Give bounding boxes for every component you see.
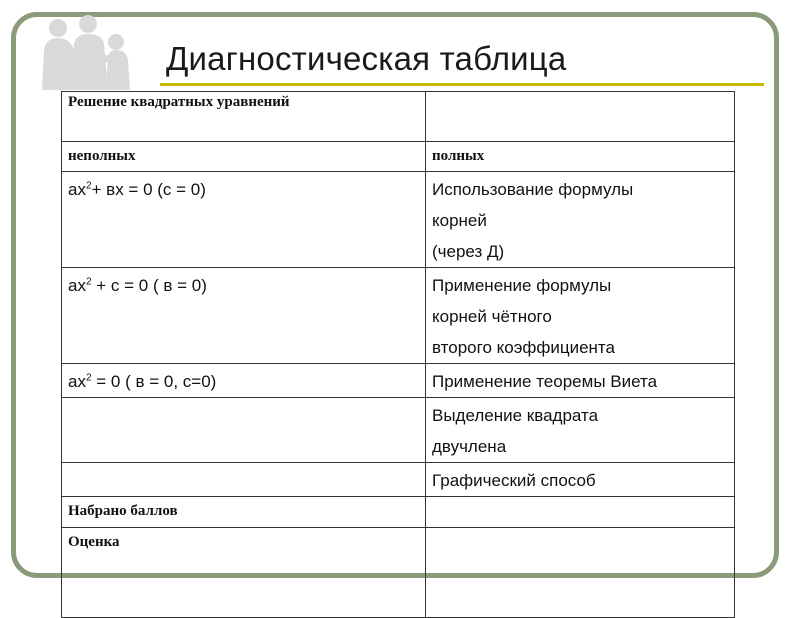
equation-cell-empty: [62, 463, 426, 497]
method-cell: Выделение квадрата двучлена: [426, 398, 735, 463]
title-underline: [160, 83, 764, 86]
table-row: [62, 172, 735, 268]
table-row: [62, 364, 735, 398]
table-header-row: [62, 92, 735, 142]
grade-label: Оценка: [62, 528, 426, 618]
business-people-icon: [28, 14, 132, 90]
column-header-complete: полных: [426, 142, 735, 172]
score-label: Набрано баллов: [62, 497, 426, 528]
method-cell: Графический способ: [426, 463, 735, 497]
table-row: [62, 398, 735, 463]
page-title: Диагностическая таблица: [166, 40, 567, 77]
method-cell: Применение теоремы Виета: [426, 364, 735, 398]
equation-cell: $ах^2+$ вх = 0 (с = 0): [62, 172, 426, 268]
column-header-incomplete: неполных: [62, 142, 426, 172]
equation-cell: $ах^2 + с = 0$ ( в = 0): [62, 268, 426, 364]
header-cell: Решение квадратных уравнений: [62, 92, 426, 142]
table-row: [62, 463, 735, 497]
equation-cell-empty: [62, 398, 426, 463]
table-row: [62, 268, 735, 364]
grade-row: [62, 528, 735, 618]
score-row: [62, 497, 735, 528]
method-cell: Применение формулы корней чётного второго коэффициента: [426, 268, 735, 364]
diagnostic-table: [61, 91, 735, 618]
equation-cell: $ах^2 = 0$ ( в = 0, с=0): [62, 364, 426, 398]
column-headers-row: [62, 142, 735, 172]
header-empty-cell: [426, 92, 735, 142]
method-cell: Использование формулы корней (через Д): [426, 172, 735, 268]
grade-value-cell: [426, 528, 735, 618]
score-value-cell: [426, 497, 735, 528]
